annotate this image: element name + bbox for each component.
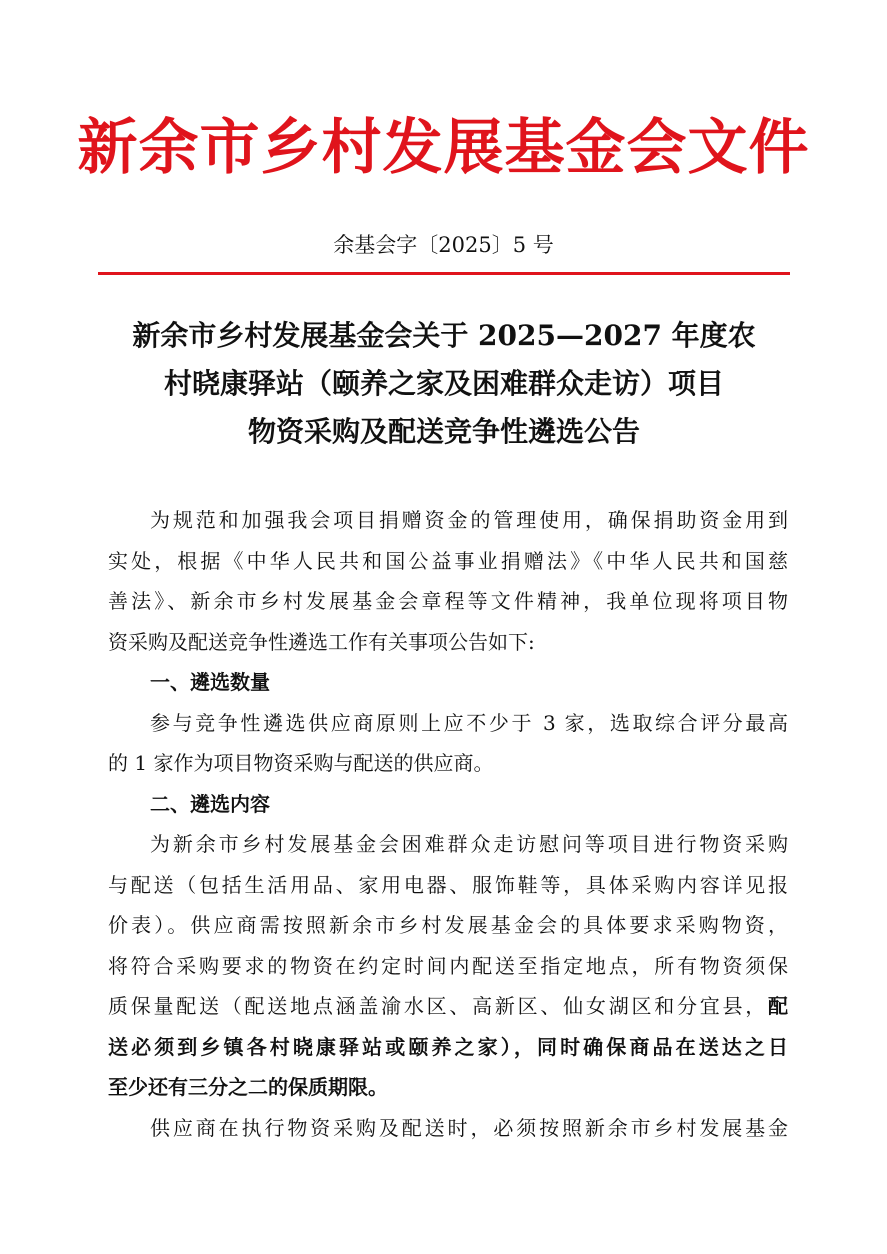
title-line-1: 新余市乡村发展基金会关于 2025—2027 年度农	[132, 319, 756, 352]
title-line-3: 物资采购及配送竞争性遴选公告	[247, 415, 640, 448]
section-2-heading: 二、遴选内容	[150, 791, 270, 816]
red-divider-line	[98, 272, 790, 275]
announcement-title	[98, 312, 790, 456]
section-2-line-7: 至少还有三分之二的保质期限。	[108, 1075, 388, 1099]
section-2-line-5	[108, 986, 788, 1027]
section-2-line-4: 将符合采购要求的物资在约定时间内配送至指定地点，所有物资须保	[108, 953, 788, 978]
section-2-line-3: 价表）。供应商需按照新余市乡村发展基金会的具体要求采购物资，	[108, 913, 788, 937]
intro-line-4: 资采购及配送竞争性遴选工作有关事项公告如下:	[108, 629, 535, 654]
section-1-line-2: 的 1 家作为项目物资采购与配送的供应商。	[108, 751, 494, 775]
section-2-line-6: 送必须到乡镇各村晓康驿站或颐养之家），同时确保商品在送达之日	[108, 1034, 788, 1059]
intro-line-2: 实处，根据《中华人民共和国公益事业捐赠法》《中华人民共和国慈	[108, 548, 788, 573]
document-header-title: 新余市乡村发展基金会文件	[77, 113, 810, 183]
section-2-line-2: 与配送（包括生活用品、家用电器、服饰鞋等，具体采购内容详见报	[108, 872, 788, 897]
section-2-line-5-text: 质保量配送（配送地点涵盖渝水区、高新区、仙女湖区和分宜县，	[108, 994, 768, 1018]
section-1-heading: 一、遴选数量	[150, 670, 270, 694]
continuation-line: 供应商在执行物资采购及配送时，必须按照新余市乡村发展基金	[150, 1115, 788, 1140]
announcement-body	[108, 500, 788, 1148]
title-line-2: 村晓康驿站（颐养之家及困难群众走访）项目	[163, 367, 724, 400]
section-2-line-1: 为新余市乡村发展基金会困难群众走访慰问等项目进行物资采购	[150, 832, 788, 856]
section-2-line-5-bold: 配	[768, 994, 788, 1018]
document-number: 余基会字〔2025〕5 号	[333, 233, 554, 257]
intro-line-1: 为规范和加强我会项目捐赠资金的管理使用，确保捐助资金用到	[150, 508, 788, 532]
section-1-line-1: 参与竞争性遴选供应商原则上应不少于 3 家，选取综合评分最高	[150, 710, 788, 735]
intro-line-3: 善法》、新余市乡村发展基金会章程等文件精神，我单位现将项目物	[108, 589, 788, 613]
